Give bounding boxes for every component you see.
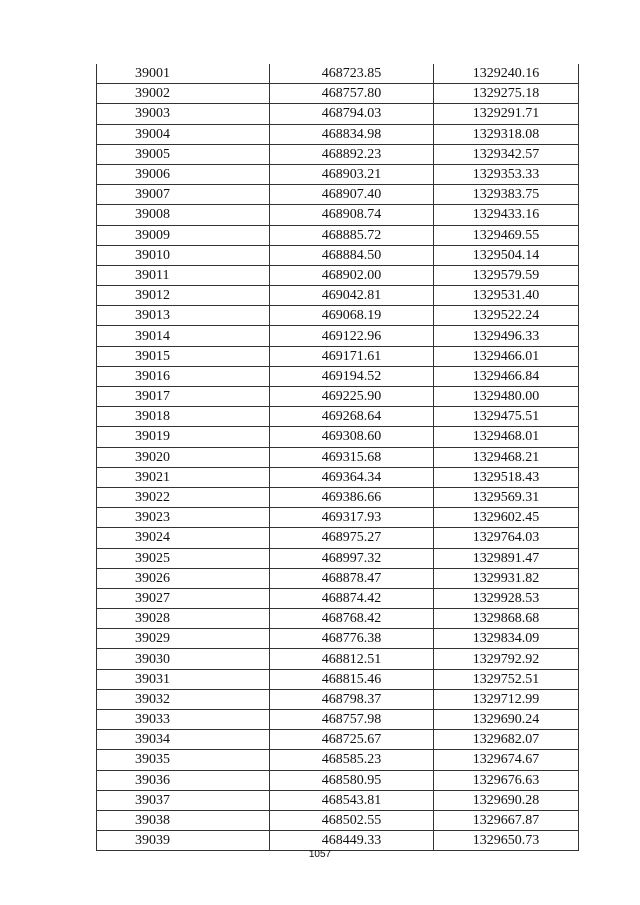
- x-coordinate-cell: 468794.03: [270, 104, 434, 124]
- y-coordinate-cell: 1329504.14: [434, 245, 579, 265]
- y-coordinate-cell: 1329466.84: [434, 366, 579, 386]
- x-coordinate-cell: 468997.32: [270, 548, 434, 568]
- point-id-cell: 39016: [97, 366, 270, 386]
- point-id-cell: 39012: [97, 286, 270, 306]
- x-coordinate-cell: 469194.52: [270, 366, 434, 386]
- point-id-cell: 39038: [97, 810, 270, 830]
- point-id-cell: 39022: [97, 487, 270, 507]
- point-id-cell: 39025: [97, 548, 270, 568]
- table-row: [97, 750, 579, 770]
- y-coordinate-cell: 1329353.33: [434, 164, 579, 184]
- y-coordinate-cell: 1329752.51: [434, 669, 579, 689]
- y-coordinate-cell: 1329690.24: [434, 710, 579, 730]
- table-row: [97, 528, 579, 548]
- x-coordinate-cell: 468757.98: [270, 710, 434, 730]
- table-row: [97, 689, 579, 709]
- table-row: [97, 508, 579, 528]
- y-coordinate-cell: 1329928.53: [434, 588, 579, 608]
- y-coordinate-cell: 1329569.31: [434, 487, 579, 507]
- point-id-cell: 39003: [97, 104, 270, 124]
- point-id-cell: 39015: [97, 346, 270, 366]
- point-id-cell: 39013: [97, 306, 270, 326]
- x-coordinate-cell: 468903.21: [270, 164, 434, 184]
- y-coordinate-cell: 1329475.51: [434, 407, 579, 427]
- point-id-cell: 39001: [97, 64, 270, 84]
- x-coordinate-cell: 468902.00: [270, 265, 434, 285]
- point-id-cell: 39021: [97, 467, 270, 487]
- y-coordinate-cell: 1329579.59: [434, 265, 579, 285]
- table-row: [97, 447, 579, 467]
- point-id-cell: 39031: [97, 669, 270, 689]
- point-id-cell: 39019: [97, 427, 270, 447]
- y-coordinate-cell: 1329682.07: [434, 730, 579, 750]
- table-row: [97, 730, 579, 750]
- x-coordinate-cell: 469308.60: [270, 427, 434, 447]
- x-coordinate-cell: 468449.33: [270, 831, 434, 851]
- y-coordinate-cell: 1329318.08: [434, 124, 579, 144]
- x-coordinate-cell: 469386.66: [270, 487, 434, 507]
- x-coordinate-cell: 468585.23: [270, 750, 434, 770]
- table-row: [97, 588, 579, 608]
- x-coordinate-cell: 468757.80: [270, 84, 434, 104]
- point-id-cell: 39027: [97, 588, 270, 608]
- x-coordinate-cell: 469042.81: [270, 286, 434, 306]
- table-row: [97, 770, 579, 790]
- x-coordinate-cell: 468812.51: [270, 649, 434, 669]
- y-coordinate-cell: 1329342.57: [434, 144, 579, 164]
- point-id-cell: 39024: [97, 528, 270, 548]
- point-id-cell: 39014: [97, 326, 270, 346]
- point-id-cell: 39028: [97, 609, 270, 629]
- x-coordinate-cell: 468502.55: [270, 810, 434, 830]
- point-id-cell: 39002: [97, 84, 270, 104]
- table-row: [97, 710, 579, 730]
- y-coordinate-cell: 1329834.09: [434, 629, 579, 649]
- table-row: [97, 164, 579, 184]
- y-coordinate-cell: 1329468.21: [434, 447, 579, 467]
- x-coordinate-cell: 468908.74: [270, 205, 434, 225]
- table-row: [97, 568, 579, 588]
- x-coordinate-cell: 468723.85: [270, 64, 434, 84]
- y-coordinate-cell: 1329433.16: [434, 205, 579, 225]
- table-row: [97, 629, 579, 649]
- x-coordinate-cell: 468884.50: [270, 245, 434, 265]
- y-coordinate-cell: 1329690.28: [434, 790, 579, 810]
- table-row: [97, 185, 579, 205]
- x-coordinate-cell: 469364.34: [270, 467, 434, 487]
- x-coordinate-cell: 469268.64: [270, 407, 434, 427]
- point-id-cell: 39010: [97, 245, 270, 265]
- table-row: [97, 64, 579, 84]
- x-coordinate-cell: 468543.81: [270, 790, 434, 810]
- point-id-cell: 39023: [97, 508, 270, 528]
- table-row: [97, 487, 579, 507]
- table-row: [97, 467, 579, 487]
- y-coordinate-cell: 1329469.55: [434, 225, 579, 245]
- x-coordinate-cell: 469122.96: [270, 326, 434, 346]
- table-row: [97, 286, 579, 306]
- table-row: [97, 831, 579, 851]
- y-coordinate-cell: 1329764.03: [434, 528, 579, 548]
- x-coordinate-cell: 468834.98: [270, 124, 434, 144]
- table-row: [97, 387, 579, 407]
- y-coordinate-cell: 1329496.33: [434, 326, 579, 346]
- point-id-cell: 39032: [97, 689, 270, 709]
- y-coordinate-cell: 1329275.18: [434, 84, 579, 104]
- point-id-cell: 39004: [97, 124, 270, 144]
- y-coordinate-cell: 1329531.40: [434, 286, 579, 306]
- table-row: [97, 810, 579, 830]
- y-coordinate-cell: 1329931.82: [434, 568, 579, 588]
- y-coordinate-cell: 1329240.16: [434, 64, 579, 84]
- point-id-cell: 39034: [97, 730, 270, 750]
- table-row: [97, 326, 579, 346]
- point-id-cell: 39011: [97, 265, 270, 285]
- table-row: [97, 306, 579, 326]
- y-coordinate-cell: 1329602.45: [434, 508, 579, 528]
- point-id-cell: 39017: [97, 387, 270, 407]
- x-coordinate-cell: 469068.19: [270, 306, 434, 326]
- table-row: [97, 548, 579, 568]
- point-id-cell: 39036: [97, 770, 270, 790]
- point-id-cell: 39008: [97, 205, 270, 225]
- point-id-cell: 39020: [97, 447, 270, 467]
- point-id-cell: 39006: [97, 164, 270, 184]
- point-id-cell: 39030: [97, 649, 270, 669]
- x-coordinate-cell: 468776.38: [270, 629, 434, 649]
- y-coordinate-cell: 1329667.87: [434, 810, 579, 830]
- table-row: [97, 225, 579, 245]
- x-coordinate-cell: 469171.61: [270, 346, 434, 366]
- point-id-cell: 39009: [97, 225, 270, 245]
- y-coordinate-cell: 1329792.92: [434, 649, 579, 669]
- x-coordinate-cell: 468885.72: [270, 225, 434, 245]
- point-id-cell: 39018: [97, 407, 270, 427]
- point-id-cell: 39005: [97, 144, 270, 164]
- page-number: 1057: [308, 849, 332, 860]
- table-row: [97, 245, 579, 265]
- table-row: [97, 205, 579, 225]
- x-coordinate-cell: 468580.95: [270, 770, 434, 790]
- x-coordinate-cell: 468878.47: [270, 568, 434, 588]
- point-id-cell: 39007: [97, 185, 270, 205]
- y-coordinate-cell: 1329291.71: [434, 104, 579, 124]
- y-coordinate-cell: 1329674.67: [434, 750, 579, 770]
- x-coordinate-cell: 468874.42: [270, 588, 434, 608]
- x-coordinate-cell: 468892.23: [270, 144, 434, 164]
- point-id-cell: 39035: [97, 750, 270, 770]
- x-coordinate-cell: 469317.93: [270, 508, 434, 528]
- x-coordinate-cell: 468907.40: [270, 185, 434, 205]
- table-row: [97, 790, 579, 810]
- x-coordinate-cell: 468815.46: [270, 669, 434, 689]
- table-row: [97, 346, 579, 366]
- table-row: [97, 124, 579, 144]
- x-coordinate-cell: 468768.42: [270, 609, 434, 629]
- y-coordinate-cell: 1329676.63: [434, 770, 579, 790]
- y-coordinate-cell: 1329522.24: [434, 306, 579, 326]
- table-row: [97, 144, 579, 164]
- point-id-cell: 39037: [97, 790, 270, 810]
- y-coordinate-cell: 1329466.01: [434, 346, 579, 366]
- table-row: [97, 427, 579, 447]
- x-coordinate-cell: 468725.67: [270, 730, 434, 750]
- y-coordinate-cell: 1329480.00: [434, 387, 579, 407]
- x-coordinate-cell: 469225.90: [270, 387, 434, 407]
- table-row: [97, 84, 579, 104]
- point-id-cell: 39026: [97, 568, 270, 588]
- point-id-cell: 39033: [97, 710, 270, 730]
- table-row: [97, 366, 579, 386]
- table-row: [97, 407, 579, 427]
- x-coordinate-cell: 468975.27: [270, 528, 434, 548]
- coordinate-table-body: [97, 64, 579, 851]
- y-coordinate-cell: 1329712.99: [434, 689, 579, 709]
- y-coordinate-cell: 1329891.47: [434, 548, 579, 568]
- table-row: [97, 649, 579, 669]
- table-row: [97, 265, 579, 285]
- coordinate-table: [96, 64, 579, 851]
- y-coordinate-cell: 1329868.68: [434, 609, 579, 629]
- y-coordinate-cell: 1329383.75: [434, 185, 579, 205]
- y-coordinate-cell: 1329468.01: [434, 427, 579, 447]
- point-id-cell: 39039: [97, 831, 270, 851]
- y-coordinate-cell: 1329518.43: [434, 467, 579, 487]
- table-row: [97, 104, 579, 124]
- x-coordinate-cell: 468798.37: [270, 689, 434, 709]
- table-row: [97, 609, 579, 629]
- y-coordinate-cell: 1329650.73: [434, 831, 579, 851]
- point-id-cell: 39029: [97, 629, 270, 649]
- x-coordinate-cell: 469315.68: [270, 447, 434, 467]
- table-row: [97, 669, 579, 689]
